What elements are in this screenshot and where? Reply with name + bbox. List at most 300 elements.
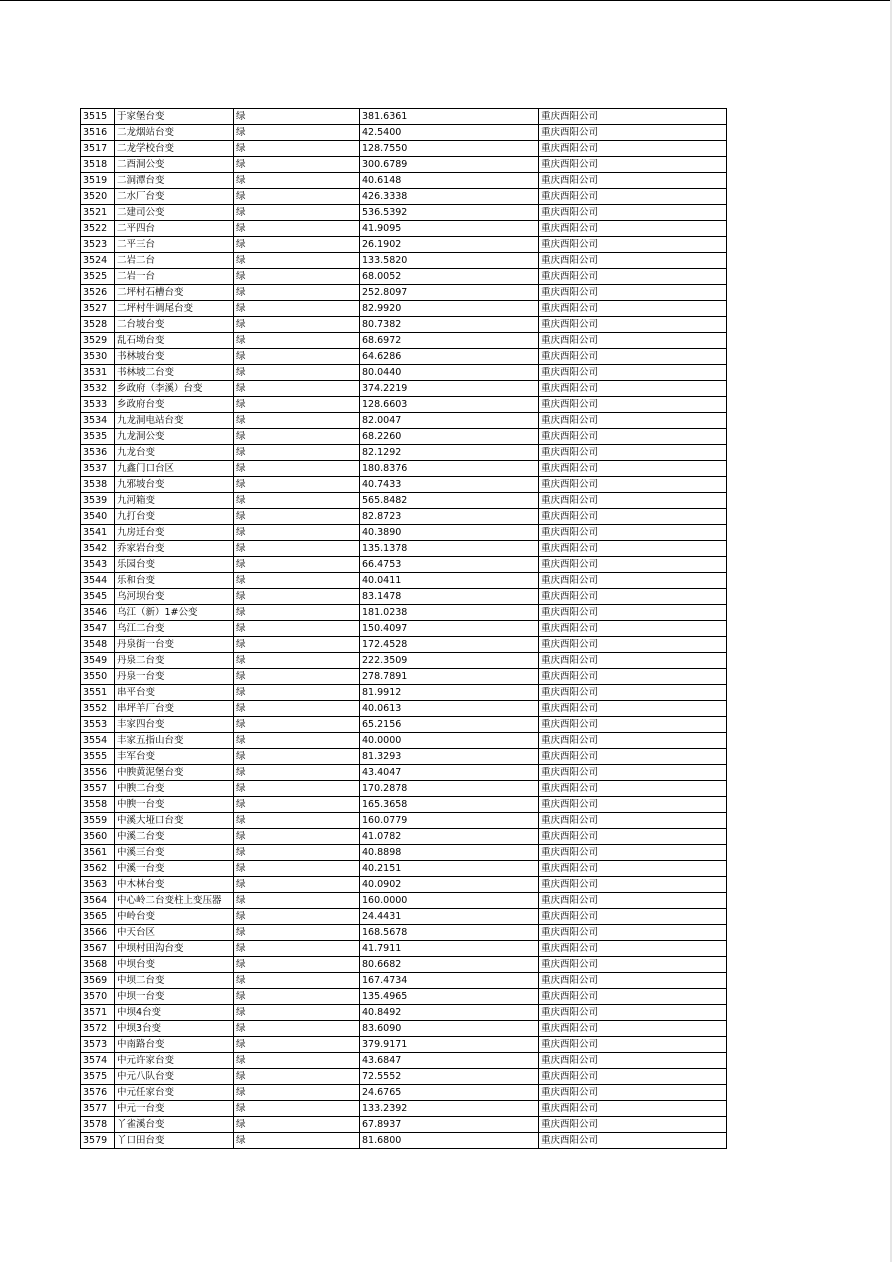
station-name-cell: 二建司公变 xyxy=(115,205,234,221)
table-row xyxy=(81,221,727,237)
table-row xyxy=(81,205,727,221)
status-color-cell: 绿 xyxy=(234,781,360,797)
table-row xyxy=(81,637,727,653)
row-number-cell: 3562 xyxy=(81,861,115,877)
company-cell: 重庆酉阳公司 xyxy=(539,813,727,829)
table-row xyxy=(81,253,727,269)
value-cell: 160.0779 xyxy=(360,813,539,829)
station-name-cell: 中元八队台变 xyxy=(115,1069,234,1085)
company-cell: 重庆酉阳公司 xyxy=(539,125,727,141)
status-color-cell: 绿 xyxy=(234,109,360,125)
status-color-cell: 绿 xyxy=(234,253,360,269)
status-color-cell: 绿 xyxy=(234,717,360,733)
company-cell: 重庆酉阳公司 xyxy=(539,477,727,493)
value-cell: 133.2392 xyxy=(360,1101,539,1117)
status-color-cell: 绿 xyxy=(234,1037,360,1053)
company-cell: 重庆酉阳公司 xyxy=(539,349,727,365)
station-name-cell: 二平四台 xyxy=(115,221,234,237)
table-row xyxy=(81,909,727,925)
table-row xyxy=(81,557,727,573)
status-color-cell: 绿 xyxy=(234,605,360,621)
row-number-cell: 3535 xyxy=(81,429,115,445)
company-cell: 重庆酉阳公司 xyxy=(539,1117,727,1133)
status-color-cell: 绿 xyxy=(234,205,360,221)
station-name-cell: 乐园台变 xyxy=(115,557,234,573)
row-number-cell: 3542 xyxy=(81,541,115,557)
status-color-cell: 绿 xyxy=(234,381,360,397)
table-row xyxy=(81,1053,727,1069)
table-row xyxy=(81,717,727,733)
table-row xyxy=(81,813,727,829)
station-name-cell: 中坝一台变 xyxy=(115,989,234,1005)
company-cell: 重庆酉阳公司 xyxy=(539,1053,727,1069)
row-number-cell: 3519 xyxy=(81,173,115,189)
value-cell: 24.4431 xyxy=(360,909,539,925)
transformer-data-table xyxy=(80,108,727,1149)
value-cell: 82.9920 xyxy=(360,301,539,317)
station-name-cell: 中溪大垭口台变 xyxy=(115,813,234,829)
row-number-cell: 3567 xyxy=(81,941,115,957)
status-color-cell: 绿 xyxy=(234,621,360,637)
table-row xyxy=(81,749,727,765)
value-cell: 41.0782 xyxy=(360,829,539,845)
table-row xyxy=(81,333,727,349)
value-cell: 278.7891 xyxy=(360,669,539,685)
company-cell: 重庆酉阳公司 xyxy=(539,877,727,893)
row-number-cell: 3549 xyxy=(81,653,115,669)
table-row xyxy=(81,973,727,989)
row-number-cell: 3536 xyxy=(81,445,115,461)
status-color-cell: 绿 xyxy=(234,173,360,189)
table-row xyxy=(81,301,727,317)
company-cell: 重庆酉阳公司 xyxy=(539,653,727,669)
value-cell: 172.4528 xyxy=(360,637,539,653)
company-cell: 重庆酉阳公司 xyxy=(539,301,727,317)
company-cell: 重庆酉阳公司 xyxy=(539,765,727,781)
value-cell: 81.6800 xyxy=(360,1133,539,1149)
table-row xyxy=(81,797,727,813)
company-cell: 重庆酉阳公司 xyxy=(539,669,727,685)
value-cell: 426.3338 xyxy=(360,189,539,205)
table-row xyxy=(81,141,727,157)
company-cell: 重庆酉阳公司 xyxy=(539,989,727,1005)
company-cell: 重庆酉阳公司 xyxy=(539,685,727,701)
status-color-cell: 绿 xyxy=(234,797,360,813)
value-cell: 181.0238 xyxy=(360,605,539,621)
status-color-cell: 绿 xyxy=(234,285,360,301)
value-cell: 68.6972 xyxy=(360,333,539,349)
row-number-cell: 3563 xyxy=(81,877,115,893)
station-name-cell: 书林坡台变 xyxy=(115,349,234,365)
status-color-cell: 绿 xyxy=(234,477,360,493)
company-cell: 重庆酉阳公司 xyxy=(539,269,727,285)
row-number-cell: 3550 xyxy=(81,669,115,685)
row-number-cell: 3565 xyxy=(81,909,115,925)
status-color-cell: 绿 xyxy=(234,125,360,141)
table-row xyxy=(81,941,727,957)
row-number-cell: 3566 xyxy=(81,925,115,941)
table-row xyxy=(81,1069,727,1085)
table-row xyxy=(81,237,727,253)
station-name-cell: 二坪村石槽台变 xyxy=(115,285,234,301)
value-cell: 64.6286 xyxy=(360,349,539,365)
company-cell: 重庆酉阳公司 xyxy=(539,237,727,253)
row-number-cell: 3553 xyxy=(81,717,115,733)
value-cell: 67.8937 xyxy=(360,1117,539,1133)
table-row xyxy=(81,685,727,701)
status-color-cell: 绿 xyxy=(234,541,360,557)
company-cell: 重庆酉阳公司 xyxy=(539,893,727,909)
station-name-cell: 丰家五指山台变 xyxy=(115,733,234,749)
company-cell: 重庆酉阳公司 xyxy=(539,861,727,877)
value-cell: 170.2878 xyxy=(360,781,539,797)
company-cell: 重庆酉阳公司 xyxy=(539,541,727,557)
station-name-cell: 中坝村田沟台变 xyxy=(115,941,234,957)
table-row xyxy=(81,125,727,141)
table-row xyxy=(81,893,727,909)
company-cell: 重庆酉阳公司 xyxy=(539,509,727,525)
status-color-cell: 绿 xyxy=(234,525,360,541)
table-row xyxy=(81,1133,727,1149)
station-name-cell: 中溪三台变 xyxy=(115,845,234,861)
company-cell: 重庆酉阳公司 xyxy=(539,1133,727,1149)
company-cell: 重庆酉阳公司 xyxy=(539,749,727,765)
row-number-cell: 3554 xyxy=(81,733,115,749)
value-cell: 180.8376 xyxy=(360,461,539,477)
value-cell: 40.0613 xyxy=(360,701,539,717)
station-name-cell: 于家堡台变 xyxy=(115,109,234,125)
status-color-cell: 绿 xyxy=(234,829,360,845)
status-color-cell: 绿 xyxy=(234,765,360,781)
table-row xyxy=(81,317,727,333)
table-row xyxy=(81,109,727,125)
table-row xyxy=(81,429,727,445)
table-row xyxy=(81,269,727,285)
status-color-cell: 绿 xyxy=(234,237,360,253)
value-cell: 40.3890 xyxy=(360,525,539,541)
status-color-cell: 绿 xyxy=(234,941,360,957)
row-number-cell: 3578 xyxy=(81,1117,115,1133)
status-color-cell: 绿 xyxy=(234,573,360,589)
table-row xyxy=(81,445,727,461)
company-cell: 重庆酉阳公司 xyxy=(539,445,727,461)
station-name-cell: 丹泉一台变 xyxy=(115,669,234,685)
company-cell: 重庆酉阳公司 xyxy=(539,205,727,221)
company-cell: 重庆酉阳公司 xyxy=(539,365,727,381)
value-cell: 68.2260 xyxy=(360,429,539,445)
station-name-cell: 中腴黄泥堡台变 xyxy=(115,765,234,781)
company-cell: 重庆酉阳公司 xyxy=(539,285,727,301)
status-color-cell: 绿 xyxy=(234,1133,360,1149)
station-name-cell: 书林坡二台变 xyxy=(115,365,234,381)
station-name-cell: 乡政府台变 xyxy=(115,397,234,413)
value-cell: 24.6765 xyxy=(360,1085,539,1101)
row-number-cell: 3572 xyxy=(81,1021,115,1037)
status-color-cell: 绿 xyxy=(234,861,360,877)
company-cell: 重庆酉阳公司 xyxy=(539,381,727,397)
station-name-cell: 串平台变 xyxy=(115,685,234,701)
value-cell: 165.3658 xyxy=(360,797,539,813)
table-row xyxy=(81,477,727,493)
row-number-cell: 3564 xyxy=(81,893,115,909)
table-row xyxy=(81,845,727,861)
status-color-cell: 绿 xyxy=(234,733,360,749)
row-number-cell: 3575 xyxy=(81,1069,115,1085)
station-name-cell: 二岩二台 xyxy=(115,253,234,269)
table-row xyxy=(81,1005,727,1021)
company-cell: 重庆酉阳公司 xyxy=(539,1069,727,1085)
row-number-cell: 3517 xyxy=(81,141,115,157)
value-cell: 41.7911 xyxy=(360,941,539,957)
value-cell: 66.4753 xyxy=(360,557,539,573)
table-row xyxy=(81,589,727,605)
company-cell: 重庆酉阳公司 xyxy=(539,909,727,925)
row-number-cell: 3555 xyxy=(81,749,115,765)
company-cell: 重庆酉阳公司 xyxy=(539,973,727,989)
table-body xyxy=(81,109,727,1149)
row-number-cell: 3577 xyxy=(81,1101,115,1117)
company-cell: 重庆酉阳公司 xyxy=(539,845,727,861)
row-number-cell: 3568 xyxy=(81,957,115,973)
station-name-cell: 乌河坝台变 xyxy=(115,589,234,605)
company-cell: 重庆酉阳公司 xyxy=(539,157,727,173)
status-color-cell: 绿 xyxy=(234,221,360,237)
table-row xyxy=(81,669,727,685)
row-number-cell: 3579 xyxy=(81,1133,115,1149)
row-number-cell: 3532 xyxy=(81,381,115,397)
value-cell: 252.8097 xyxy=(360,285,539,301)
row-number-cell: 3524 xyxy=(81,253,115,269)
row-number-cell: 3571 xyxy=(81,1005,115,1021)
status-color-cell: 绿 xyxy=(234,637,360,653)
station-name-cell: 中木林台变 xyxy=(115,877,234,893)
row-number-cell: 3552 xyxy=(81,701,115,717)
company-cell: 重庆酉阳公司 xyxy=(539,925,727,941)
table-row xyxy=(81,989,727,1005)
table-row xyxy=(81,765,727,781)
status-color-cell: 绿 xyxy=(234,1117,360,1133)
value-cell: 565.8482 xyxy=(360,493,539,509)
status-color-cell: 绿 xyxy=(234,1053,360,1069)
company-cell: 重庆酉阳公司 xyxy=(539,253,727,269)
table-row xyxy=(81,573,727,589)
row-number-cell: 3538 xyxy=(81,477,115,493)
value-cell: 65.2156 xyxy=(360,717,539,733)
table-row xyxy=(81,157,727,173)
table-row xyxy=(81,957,727,973)
station-name-cell: 丰家四台变 xyxy=(115,717,234,733)
company-cell: 重庆酉阳公司 xyxy=(539,413,727,429)
station-name-cell: 中元任家台变 xyxy=(115,1085,234,1101)
station-name-cell: 中溪一台变 xyxy=(115,861,234,877)
value-cell: 40.0000 xyxy=(360,733,539,749)
status-color-cell: 绿 xyxy=(234,445,360,461)
status-color-cell: 绿 xyxy=(234,333,360,349)
table-row xyxy=(81,925,727,941)
station-name-cell: 中坝二台变 xyxy=(115,973,234,989)
value-cell: 222.3509 xyxy=(360,653,539,669)
status-color-cell: 绿 xyxy=(234,1021,360,1037)
station-name-cell: 乡政府（李溪）台变 xyxy=(115,381,234,397)
company-cell: 重庆酉阳公司 xyxy=(539,1101,727,1117)
status-color-cell: 绿 xyxy=(234,413,360,429)
station-name-cell: 二洞潭台变 xyxy=(115,173,234,189)
value-cell: 26.1902 xyxy=(360,237,539,253)
station-name-cell: 九龙洞公变 xyxy=(115,429,234,445)
station-name-cell: 二台坡台变 xyxy=(115,317,234,333)
status-color-cell: 绿 xyxy=(234,973,360,989)
station-name-cell: 串坪羊厂台变 xyxy=(115,701,234,717)
value-cell: 72.5552 xyxy=(360,1069,539,1085)
company-cell: 重庆酉阳公司 xyxy=(539,1085,727,1101)
status-color-cell: 绿 xyxy=(234,301,360,317)
table-row xyxy=(81,189,727,205)
status-color-cell: 绿 xyxy=(234,429,360,445)
row-number-cell: 3540 xyxy=(81,509,115,525)
status-color-cell: 绿 xyxy=(234,269,360,285)
row-number-cell: 3530 xyxy=(81,349,115,365)
station-name-cell: 九龙洞电站台变 xyxy=(115,413,234,429)
row-number-cell: 3533 xyxy=(81,397,115,413)
row-number-cell: 3527 xyxy=(81,301,115,317)
table-row xyxy=(81,349,727,365)
value-cell: 379.9171 xyxy=(360,1037,539,1053)
status-color-cell: 绿 xyxy=(234,685,360,701)
table-row xyxy=(81,829,727,845)
station-name-cell: 九打台变 xyxy=(115,509,234,525)
table-row xyxy=(81,877,727,893)
company-cell: 重庆酉阳公司 xyxy=(539,941,727,957)
value-cell: 40.7433 xyxy=(360,477,539,493)
company-cell: 重庆酉阳公司 xyxy=(539,461,727,477)
status-color-cell: 绿 xyxy=(234,509,360,525)
row-number-cell: 3534 xyxy=(81,413,115,429)
row-number-cell: 3520 xyxy=(81,189,115,205)
status-color-cell: 绿 xyxy=(234,957,360,973)
table-row xyxy=(81,461,727,477)
company-cell: 重庆酉阳公司 xyxy=(539,1037,727,1053)
value-cell: 40.8492 xyxy=(360,1005,539,1021)
status-color-cell: 绿 xyxy=(234,397,360,413)
station-name-cell: 中岭台变 xyxy=(115,909,234,925)
company-cell: 重庆酉阳公司 xyxy=(539,589,727,605)
company-cell: 重庆酉阳公司 xyxy=(539,141,727,157)
table-row xyxy=(81,413,727,429)
station-name-cell: 丹泉街一台变 xyxy=(115,637,234,653)
station-name-cell: 中坝3台变 xyxy=(115,1021,234,1037)
status-color-cell: 绿 xyxy=(234,1069,360,1085)
row-number-cell: 3551 xyxy=(81,685,115,701)
value-cell: 81.9912 xyxy=(360,685,539,701)
row-number-cell: 3559 xyxy=(81,813,115,829)
status-color-cell: 绿 xyxy=(234,589,360,605)
status-color-cell: 绿 xyxy=(234,365,360,381)
table-row xyxy=(81,381,727,397)
row-number-cell: 3522 xyxy=(81,221,115,237)
station-name-cell: 中腴二台变 xyxy=(115,781,234,797)
value-cell: 128.6603 xyxy=(360,397,539,413)
row-number-cell: 3556 xyxy=(81,765,115,781)
value-cell: 160.0000 xyxy=(360,893,539,909)
company-cell: 重庆酉阳公司 xyxy=(539,109,727,125)
value-cell: 82.0047 xyxy=(360,413,539,429)
company-cell: 重庆酉阳公司 xyxy=(539,605,727,621)
value-cell: 133.5820 xyxy=(360,253,539,269)
value-cell: 40.6148 xyxy=(360,173,539,189)
status-color-cell: 绿 xyxy=(234,813,360,829)
company-cell: 重庆酉阳公司 xyxy=(539,701,727,717)
table-row xyxy=(81,621,727,637)
status-color-cell: 绿 xyxy=(234,557,360,573)
company-cell: 重庆酉阳公司 xyxy=(539,733,727,749)
value-cell: 374.2219 xyxy=(360,381,539,397)
company-cell: 重庆酉阳公司 xyxy=(539,1005,727,1021)
value-cell: 43.4047 xyxy=(360,765,539,781)
value-cell: 300.6789 xyxy=(360,157,539,173)
row-number-cell: 3570 xyxy=(81,989,115,1005)
status-color-cell: 绿 xyxy=(234,653,360,669)
row-number-cell: 3544 xyxy=(81,573,115,589)
table-row xyxy=(81,285,727,301)
station-name-cell: 中元一台变 xyxy=(115,1101,234,1117)
status-color-cell: 绿 xyxy=(234,157,360,173)
table-row xyxy=(81,397,727,413)
row-number-cell: 3515 xyxy=(81,109,115,125)
status-color-cell: 绿 xyxy=(234,749,360,765)
company-cell: 重庆酉阳公司 xyxy=(539,797,727,813)
table-row xyxy=(81,781,727,797)
company-cell: 重庆酉阳公司 xyxy=(539,829,727,845)
row-number-cell: 3541 xyxy=(81,525,115,541)
company-cell: 重庆酉阳公司 xyxy=(539,557,727,573)
value-cell: 150.4097 xyxy=(360,621,539,637)
company-cell: 重庆酉阳公司 xyxy=(539,173,727,189)
station-name-cell: 中腴一台变 xyxy=(115,797,234,813)
value-cell: 80.0440 xyxy=(360,365,539,381)
row-number-cell: 3558 xyxy=(81,797,115,813)
value-cell: 167.4734 xyxy=(360,973,539,989)
station-name-cell: 二平三台 xyxy=(115,237,234,253)
company-cell: 重庆酉阳公司 xyxy=(539,397,727,413)
table-row xyxy=(81,605,727,621)
table-row xyxy=(81,1021,727,1037)
table-row xyxy=(81,701,727,717)
company-cell: 重庆酉阳公司 xyxy=(539,957,727,973)
station-name-cell: 二水厂台变 xyxy=(115,189,234,205)
value-cell: 381.6361 xyxy=(360,109,539,125)
station-name-cell: 二龙烟站台变 xyxy=(115,125,234,141)
station-name-cell: 乐和台变 xyxy=(115,573,234,589)
table-row xyxy=(81,1101,727,1117)
row-number-cell: 3525 xyxy=(81,269,115,285)
station-name-cell: 乱石坳台变 xyxy=(115,333,234,349)
table-row xyxy=(81,173,727,189)
company-cell: 重庆酉阳公司 xyxy=(539,781,727,797)
value-cell: 80.6682 xyxy=(360,957,539,973)
value-cell: 40.0902 xyxy=(360,877,539,893)
status-color-cell: 绿 xyxy=(234,1101,360,1117)
row-number-cell: 3548 xyxy=(81,637,115,653)
row-number-cell: 3546 xyxy=(81,605,115,621)
status-color-cell: 绿 xyxy=(234,909,360,925)
value-cell: 135.4965 xyxy=(360,989,539,1005)
company-cell: 重庆酉阳公司 xyxy=(539,717,727,733)
row-number-cell: 3545 xyxy=(81,589,115,605)
row-number-cell: 3561 xyxy=(81,845,115,861)
station-name-cell: 中溪二台变 xyxy=(115,829,234,845)
row-number-cell: 3573 xyxy=(81,1037,115,1053)
station-name-cell: 中天台区 xyxy=(115,925,234,941)
